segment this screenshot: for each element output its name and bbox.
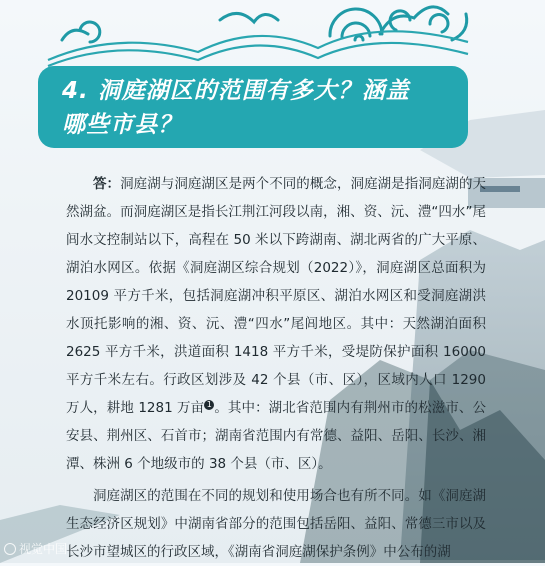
answer-label: 答： bbox=[93, 176, 121, 192]
answer-paragraph-1-part-a: 洞庭湖与洞庭湖区是两个不同的概念，洞庭湖是指洞庭湖的天然湖盆。而洞庭湖区是指长江荆江河段以南，湘、资、沅、澧“四水”尾闾水文控制站以下，高程在 50 米以下跨湖南、湖北两省的广大平原、湖泊水网区。依据《洞庭湖区综合规划（2022）》，洞庭湖区总面积为 20109 平方千米，包括洞庭湖冲积平原区、湖泊水网区和受洞庭湖洪水顶托影响的湘、资、沅、澧“四水”尾闾地区。其中：天然湖泊面积 2625 平方千米，洪道面积 1418 平方千米，受堤防保护面积 16000 平方千米左右。行政区划涉及 42 个县（市、区），区域内人口 1290 万人，耕地 1281 万亩 bbox=[66, 176, 487, 416]
watermark-logo-icon bbox=[4, 543, 16, 555]
footnote-marker: 1 bbox=[204, 400, 214, 410]
question-title-banner bbox=[38, 66, 468, 148]
answer-paragraph-2: 洞庭湖区的范围在不同的规划和使用场合也有所不同。如《洞庭湖生态经济区规划》中湖南省部分的范围包括岳阳、益阳、常德三市以及长沙市望城区的行政区域，《湖南省洞庭湖保护条例》中公布的湖 bbox=[66, 488, 486, 560]
question-title-line-1: 4. 洞庭湖区的范围有多大？涵盖 bbox=[62, 78, 410, 104]
watermark bbox=[4, 540, 67, 557]
watermark-text: 视觉中国 bbox=[19, 542, 68, 556]
answer-paragraph-1-part-b: 。其中：湖北省范围内有荆州市的松滋市、公安县、荆州区、石首市；湖南省范围内有常德、益阳、岳阳、长沙、湘潭、株洲 6 个地级市的 38 个县（市、区）。 bbox=[66, 400, 486, 472]
answer-paragraph-1 bbox=[66, 170, 486, 478]
answer-text-block bbox=[66, 170, 486, 566]
question-title-line-2: 哪些市县？ bbox=[62, 112, 182, 138]
